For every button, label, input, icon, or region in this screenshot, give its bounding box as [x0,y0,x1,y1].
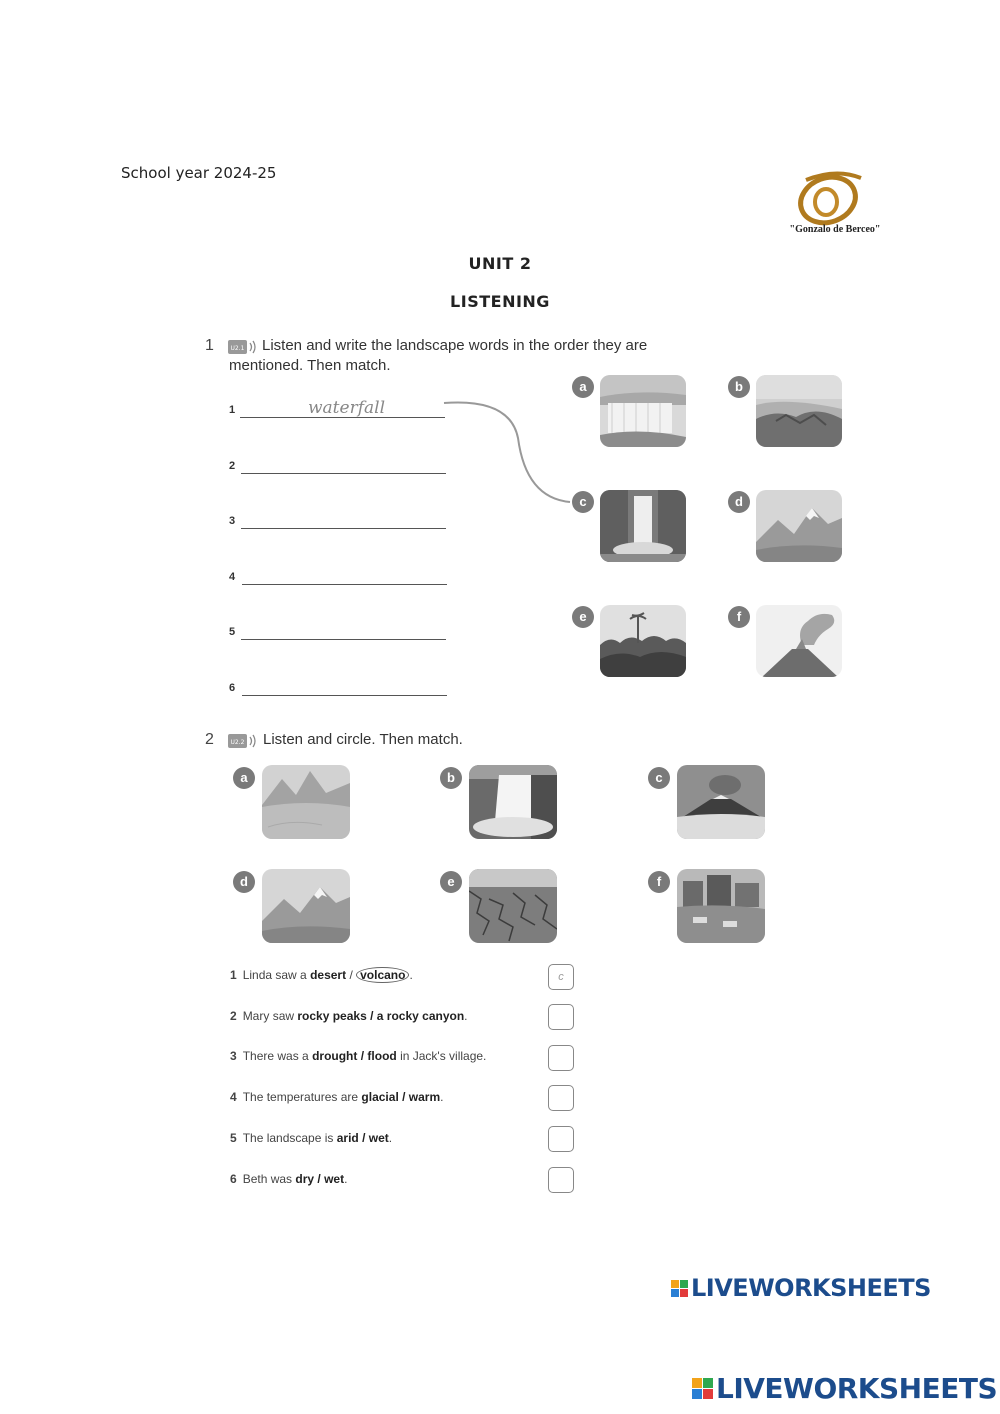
answer-box-2[interactable] [548,1004,574,1030]
liveworksheets-watermark-footer: LIVEWORKSHEETS [692,1372,997,1405]
statement-4: 4 The temperatures are glacial / warm. [230,1090,444,1104]
statement-6: 6 Beth was dry / wet. [230,1172,348,1186]
picture-b-rocky-coast [756,375,842,447]
picture-a-waterfall [600,375,686,447]
answer-box-4[interactable] [548,1085,574,1111]
picture-f-volcano [756,605,842,677]
option-warm[interactable]: warm [408,1090,441,1104]
logo-text: "Gonzalo de Berceo" [789,224,881,235]
option-desert[interactable]: desert [310,968,347,982]
statement-3: 3 There was a drought / flood in Jack's village. [230,1049,487,1063]
picture-letter-badge: c [648,767,670,789]
picture-letter-badge: b [728,376,750,398]
line-number: 5 [229,626,236,638]
answer-box-5[interactable] [548,1126,574,1152]
picture-letter-badge: a [572,376,594,398]
picture-letter-badge: e [440,871,462,893]
liveworksheets-watermark: LIVEWORKSHEETS [671,1274,931,1302]
audio-label: U2.2 [230,739,245,746]
liveworksheets-logo-icon [692,1378,713,1399]
option-volcano-circled[interactable]: volcano [356,967,409,983]
statement-5: 5 The landscape is arid / wet. [230,1131,393,1145]
picture-e-drought [469,869,557,943]
answer-line[interactable] [242,695,447,696]
audio-label: U2.1 [230,345,245,352]
section-title: LISTENING [450,292,550,311]
picture-letter-badge: c [572,491,594,513]
option-drought[interactable]: drought [312,1049,358,1063]
answer-line[interactable] [241,528,446,529]
answer-box-1[interactable]: c [548,964,574,990]
unit-title: UNIT 2 [468,254,532,273]
option-glacial[interactable]: glacial [361,1090,399,1104]
option-rocky-peaks[interactable]: rocky peaks [297,1009,367,1023]
picture-letter-badge: a [233,767,255,789]
line-number: 1 [229,404,236,416]
line-number: 6 [229,682,236,694]
line-number: 3 [229,515,236,527]
picture-letter-badge: d [728,491,750,513]
option-wet[interactable]: wet [324,1172,345,1186]
exercise1-instruction: Listen and write the landscape words in the order they are [262,337,648,354]
answer-box-6[interactable] [548,1167,574,1193]
statement-2: 2 Mary saw rocky peaks / a rocky canyon. [230,1009,468,1023]
line-number: 2 [229,460,236,472]
picture-d-mountain-peaks [756,490,842,562]
exercise2-instruction: Listen and circle. Then match. [263,731,463,748]
picture-c-canyon-waterfall [600,490,686,562]
school-year: School year 2024-25 [121,164,277,182]
answer-line[interactable] [241,473,446,474]
exercise1-number: 1 [205,337,214,354]
audio-icon[interactable] [228,732,258,755]
picture-f-flood [677,869,765,943]
answer-written[interactable]: waterfall [308,398,386,418]
answer-line[interactable] [241,639,446,640]
exercise1-instruction-cont: mentioned. Then match. [229,357,391,374]
picture-letter-badge: e [572,606,594,628]
exercise2-number: 2 [205,731,214,748]
option-wet[interactable]: wet [368,1131,389,1145]
liveworksheets-logo-icon [671,1280,688,1297]
option-arid[interactable]: arid [336,1131,359,1145]
option-flood[interactable]: flood [367,1049,397,1063]
line-number: 4 [229,571,236,583]
answer-box-3[interactable] [548,1045,574,1071]
picture-letter-badge: f [728,606,750,628]
option-dry[interactable]: dry [295,1172,315,1186]
picture-d-mountain-peaks [262,869,350,943]
picture-letter-badge: b [440,767,462,789]
picture-e-rainforest [600,605,686,677]
picture-letter-badge: f [648,871,670,893]
picture-c-volcano [677,765,765,839]
picture-a-desert [262,765,350,839]
picture-letter-badge: d [233,871,255,893]
picture-b-waterfall [469,765,557,839]
statement-1: 1 Linda saw a desert / volcano . [230,968,413,982]
option-rocky-canyon[interactable]: a rocky canyon [376,1009,465,1023]
answer-line[interactable] [242,584,447,585]
